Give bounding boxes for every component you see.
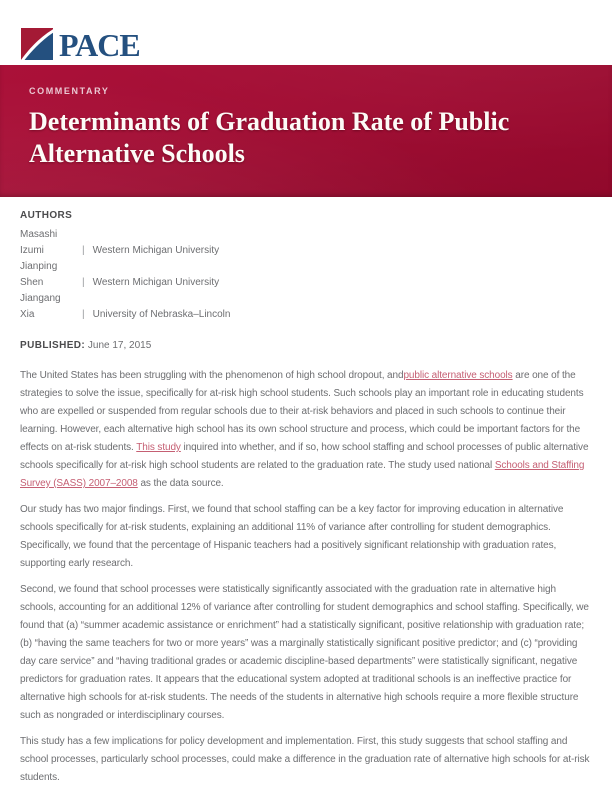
author-separator: | <box>82 245 85 256</box>
author-first-name: Jiangang <box>20 293 61 304</box>
paragraph-3: Second, we found that school processes were statistically significantly associated with the graduation rate in alternative high schools, accounting for an additional 12% of variance after controlling for student demographics and school staffing. Specifically, we found that (a) “summer academic assistance or enrichment” had a statistically significant, positive relationship with graduation rate; (b) “having the same teachers for two or more years” was a marginally statistically significant positive predictor; and (c) “providing day care service” and “having traditional grades or academic discipline-based departments” were statistically significant, negative predictors for graduation rates. It appears that the educational system adopted at traditional schools is an ineffective practice for alternative high schools for at-risk students. The needs of the students in alternative high schools require a more flexible structure such as nongraded or interdisciplinary courses. <box>20 584 589 721</box>
p1-text: are one of the strategies to solve the issue, specifically for at-risk high school students. Such schools play an important role in educating students who are expelled or suspended from regular schools due to their at-risk behaviors and placed in such schools to continue their learning. However, each alternative high school has its own school structure and process, which could be important factors for the effects on at-risk students. <box>20 370 584 453</box>
author-entry <box>20 291 592 323</box>
pace-logo-icon <box>21 28 53 60</box>
link-public-alternative-schools[interactable]: public alternative schools <box>403 370 513 381</box>
body-copy <box>20 367 592 787</box>
paragraph-2: Our study has two major findings. First, we found that school staffing can be a key factor for improving education in alternative schools specifically for at-risk students, explaining an additional 11% of variance after controlling for student demographics. Specifically, we found that the percentage of Hispanic teachers had a positively significant relationship with graduation rates, supporting early research. <box>20 504 564 569</box>
author-entry <box>20 259 592 291</box>
masthead <box>0 0 612 65</box>
author-last-name: Xia <box>20 309 35 320</box>
pace-logo[interactable] <box>21 27 140 63</box>
published-date: June 17, 2015 <box>87 340 152 351</box>
author-affiliation: Western Michigan University <box>92 245 220 256</box>
article-title-line-2: Alternative Schools <box>29 139 245 168</box>
author-affiliation: Western Michigan University <box>92 277 220 288</box>
author-separator: | <box>82 277 85 288</box>
link-sass-survey[interactable]: Schools and Staffing Survey (SASS) 2007–2008 <box>20 460 585 489</box>
article-title <box>29 106 583 170</box>
pace-logo-text: PACE <box>59 27 140 63</box>
author-first-name: Masashi <box>20 229 58 240</box>
paragraph-1 <box>20 367 592 493</box>
author-entry <box>20 227 592 259</box>
article-title-line-1: Determinants of Graduation Rate of Public <box>29 107 510 136</box>
p1-text: as the data source. <box>137 478 224 489</box>
authors-section <box>20 210 592 323</box>
author-affiliation: University of Nebraska–Lincoln <box>92 309 231 320</box>
author-last-name: Shen <box>20 277 44 288</box>
link-this-study[interactable]: This study <box>136 442 181 453</box>
paragraph-4: This study has a few implications for policy development and implementation. First, this study suggests that school staffing and school processes, particularly school processes, could make a difference in the graduation rate of alternative high schools for at-risk students. <box>20 736 590 783</box>
article-type-label: COMMENTARY <box>29 86 110 96</box>
author-separator: | <box>82 309 85 320</box>
published-line <box>20 338 592 354</box>
published-label: PUBLISHED: <box>20 340 86 351</box>
p1-text: The United States has been struggling with the phenomenon of high school dropout, and <box>20 370 404 381</box>
authors-label: AUTHORS <box>20 210 73 221</box>
author-first-name: Jianping <box>20 261 58 272</box>
author-last-name: Izumi <box>20 245 44 256</box>
p1-text: inquired into whether, and if so, how school staffing and school processes of public alternative schools specifically for at-risk high school students are related to the graduation rate. The study used national <box>20 442 589 471</box>
title-banner <box>0 65 612 197</box>
article-body <box>0 197 612 787</box>
